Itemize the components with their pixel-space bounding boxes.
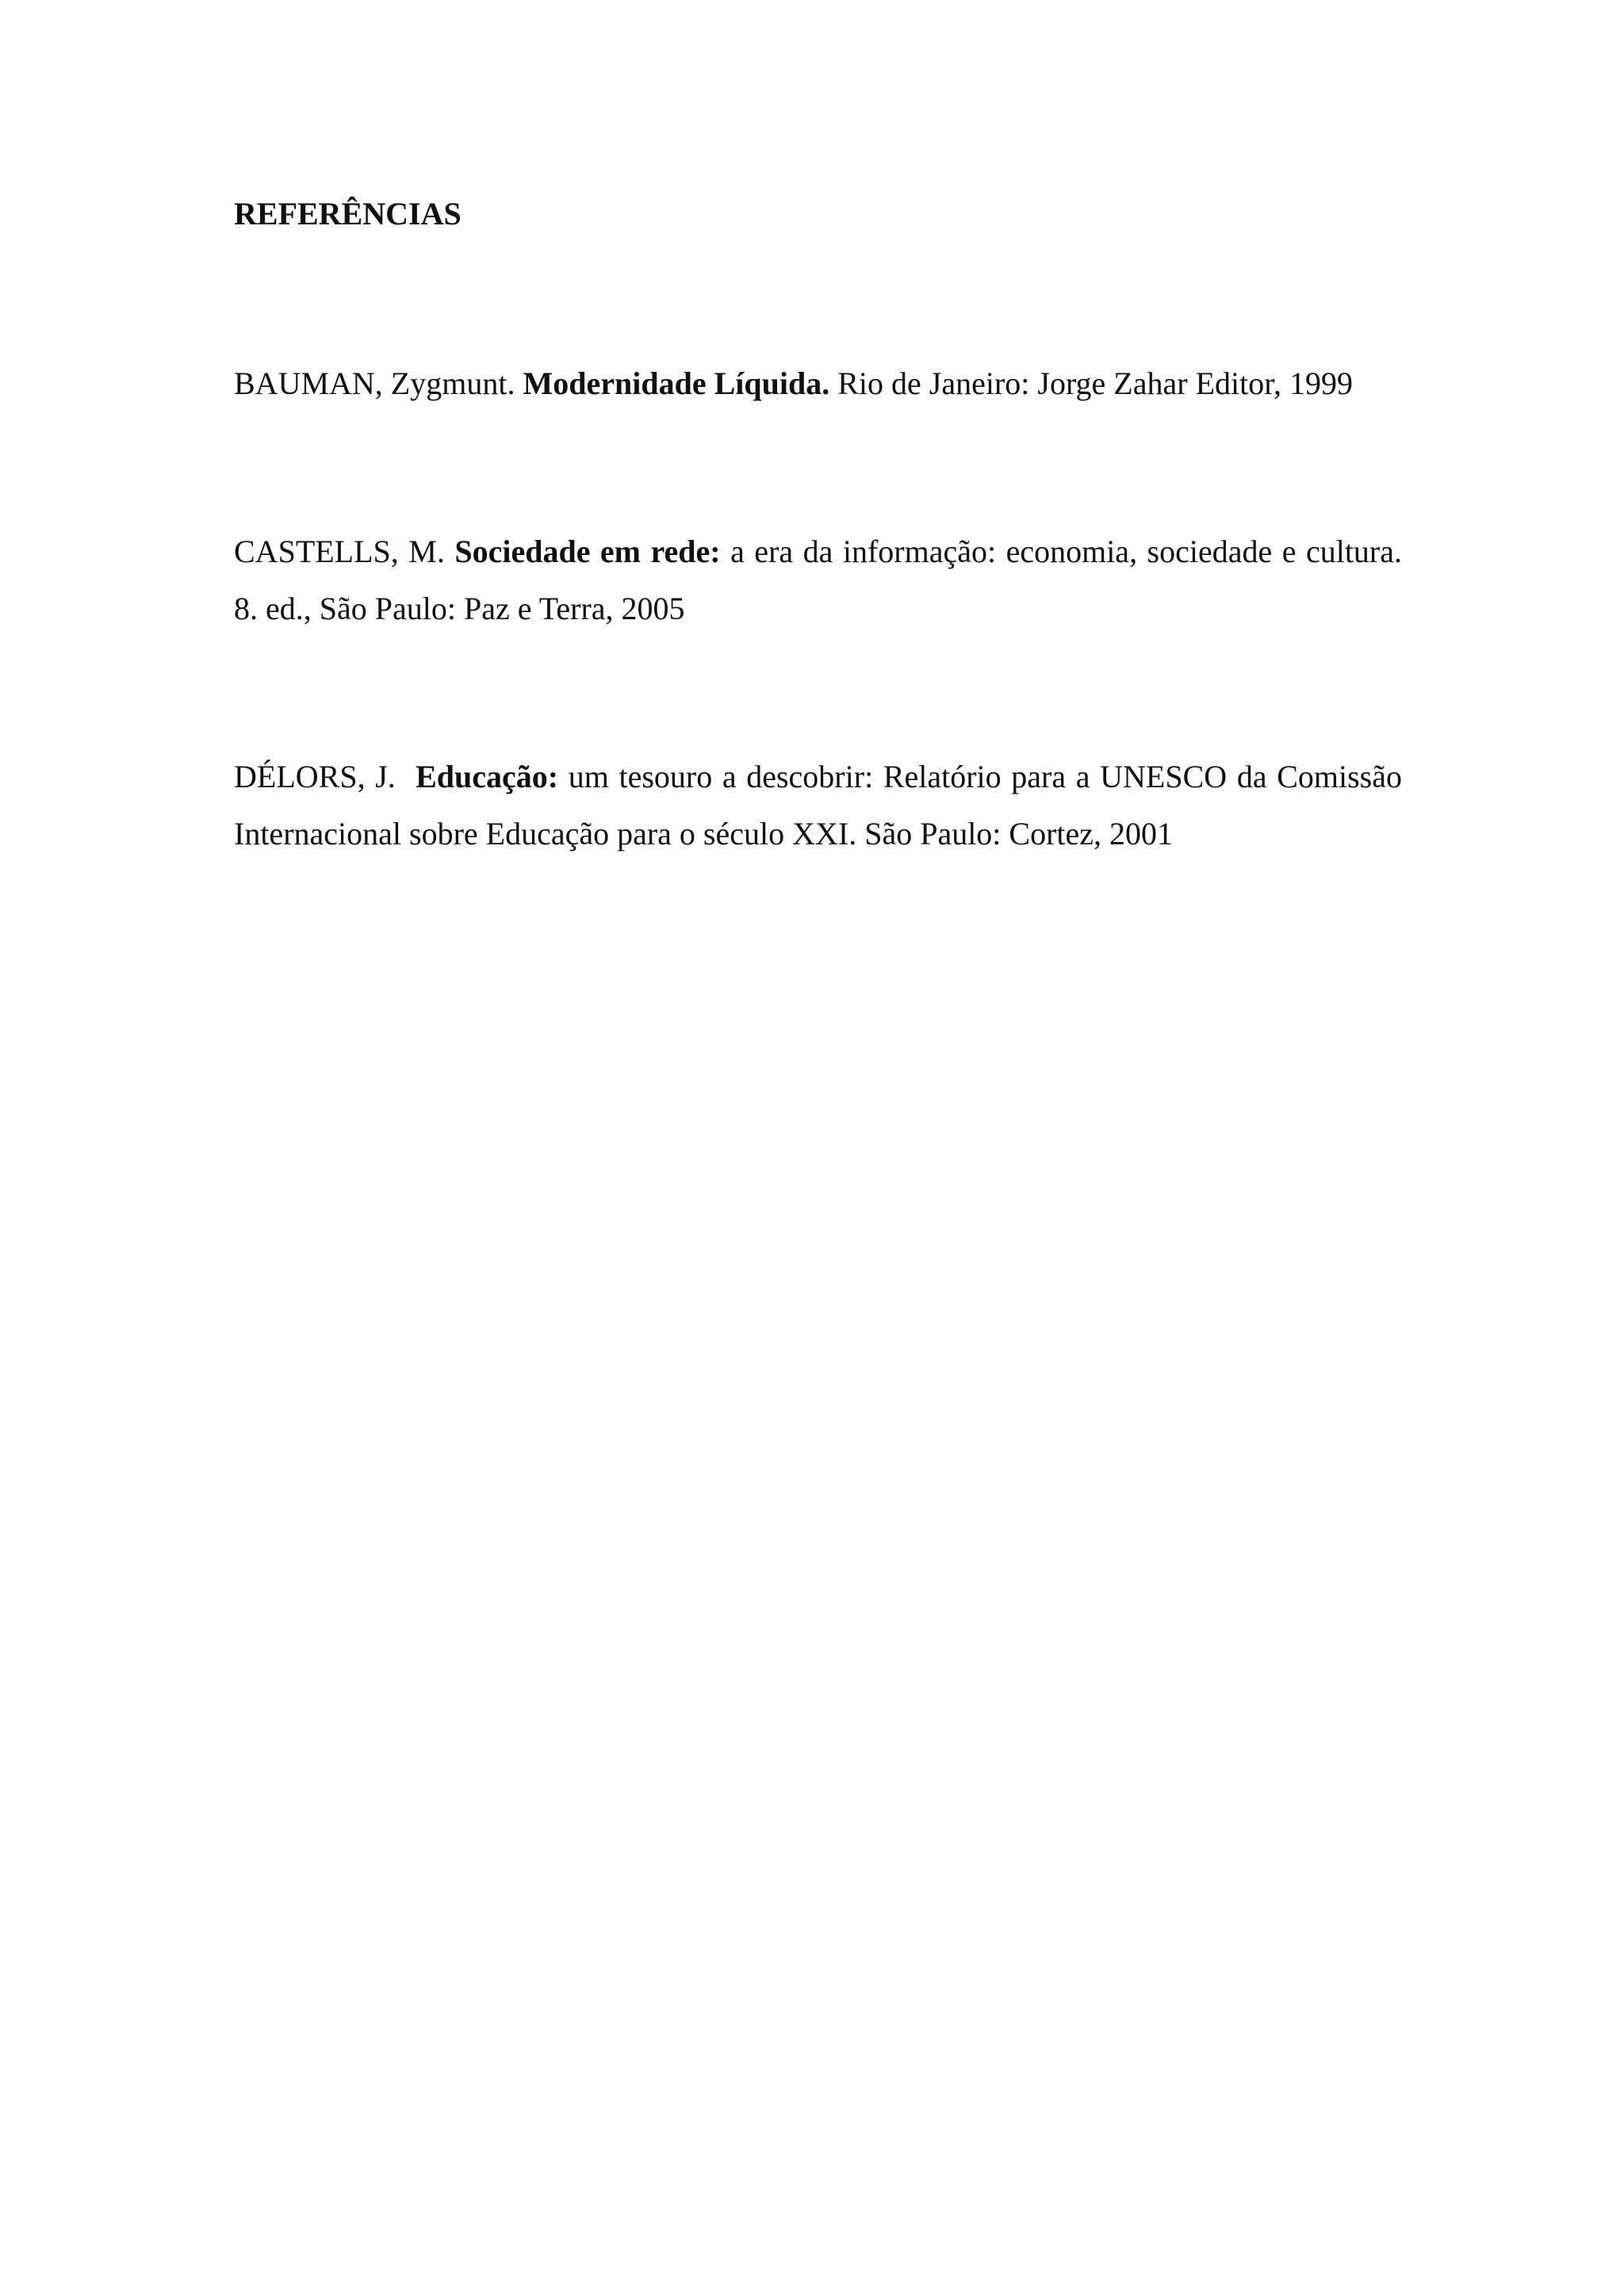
reference-title: Educação: xyxy=(416,759,559,794)
reference-entry xyxy=(234,355,1402,412)
reference-author: BAUMAN, Zygmunt. xyxy=(234,365,523,401)
reference-details: Rio de Janeiro: Jorge Zahar Editor, 1999 xyxy=(829,365,1353,401)
reference-entry xyxy=(234,523,1402,637)
reference-author: DÉLORS, J. xyxy=(234,759,416,794)
reference-details: um tesouro a descobrir: Relatório para a UNESCO da Comissão Internacional sobre Educação para o século XXI. São Paulo: Cortez, 2001 xyxy=(234,759,1403,851)
page-title: REFERÊNCIAS xyxy=(234,196,462,232)
reference-details: a era da informação: economia, sociedade e cultura. 8. ed., São Paulo: Paz e Terra, 2005 xyxy=(234,534,1403,626)
reference-author: CASTELLS, M. xyxy=(234,534,455,569)
reference-entry xyxy=(234,748,1402,863)
reference-title: Modernidade Líquida. xyxy=(523,365,830,401)
reference-title: Sociedade em rede: xyxy=(454,534,721,569)
